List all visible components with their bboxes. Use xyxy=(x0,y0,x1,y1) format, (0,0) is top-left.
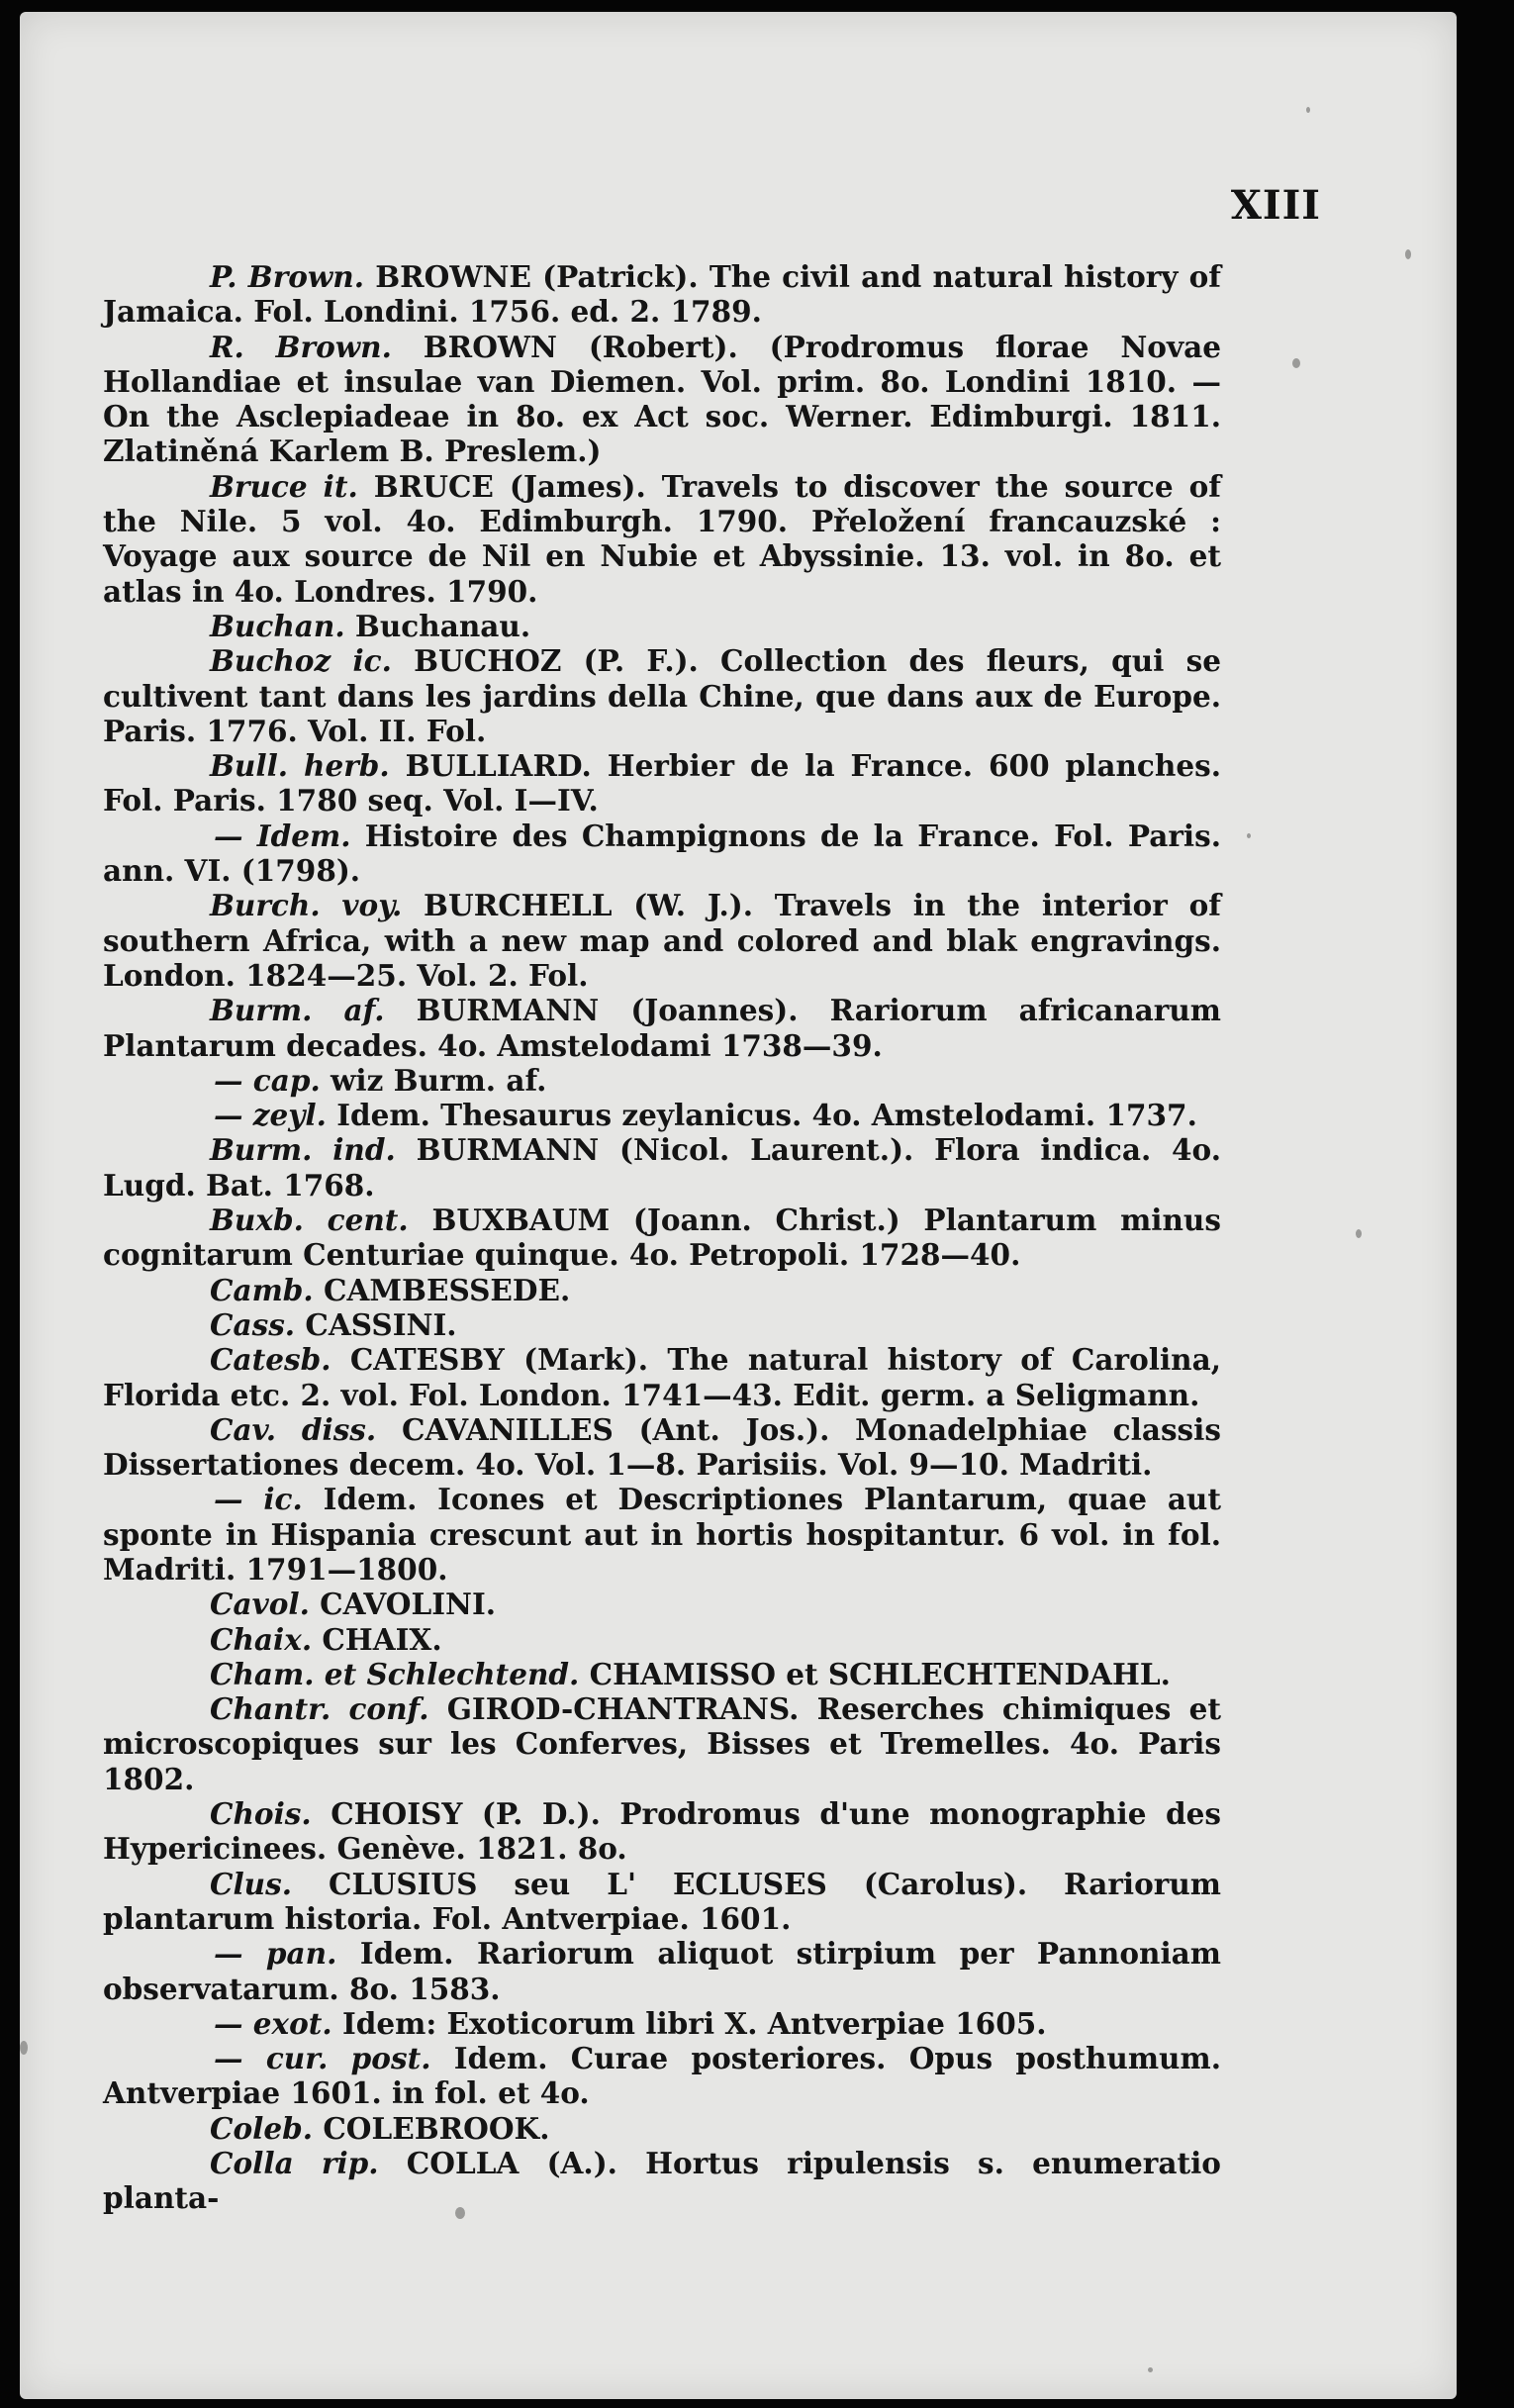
entry-abbreviation: — pan. xyxy=(214,1936,337,1972)
entry-abbreviation: Chaix. xyxy=(210,1621,313,1657)
entry-abbreviation: Cav. diss. xyxy=(210,1411,377,1447)
bibliography-entry xyxy=(103,888,1221,993)
entry-text: CATESBY (Mark). The natural history of Carolina, Florida etc. 2. vol. Fol. London. 1741—43. Edit. germ. a Seligmann. xyxy=(103,1342,1221,1412)
entry-abbreviation: Colla rip. xyxy=(210,2146,379,2181)
entry-text: BURCHELL (W. J.). Travels in the interior of southern Africa, with a new map and colored and blak engravings. London. 1824—25. Vol. 2. Fol. xyxy=(103,888,1222,993)
bibliography-entry xyxy=(103,748,1221,819)
entry-abbreviation: — exot. xyxy=(214,2005,332,2041)
entry-text: GIROD-CHANTRANS. Reserches chimiques et microscopiques sur les Conferves, Bisses et Tremelles. 4o. Paris 1802. xyxy=(103,1691,1221,1796)
entry-text: BURMANN (Joannes). Rariorum africanarum Plantarum decades. 4o. Amstelodami 1738—39. xyxy=(103,993,1221,1063)
entry-text: BULLIARD. Herbier de la France. 600 planches. Fol. Paris. 1780 seq. Vol. I—IV. xyxy=(103,748,1221,819)
entry-abbreviation: Cavol. xyxy=(210,1587,310,1622)
print-speck xyxy=(20,2041,28,2055)
bibliography-entry xyxy=(103,330,1221,469)
bibliography-entry xyxy=(103,2041,1221,2111)
entry-abbreviation: Burm. af. xyxy=(210,993,385,1028)
entry-abbreviation: Clus. xyxy=(210,1866,293,1901)
entry-text: BUXBAUM (Joann. Christ.) Plantarum minus cognitarum Centuriae quinque. 4o. Petropoli. 1728—40. xyxy=(103,1203,1221,1273)
entry-text: Buchanau. xyxy=(354,608,531,643)
bibliography-entry xyxy=(103,1307,1221,1342)
bibliography-entry xyxy=(103,1063,1221,1098)
entry-text: Idem: Exoticorum libri X. Antverpiae 1605. xyxy=(341,2005,1047,2041)
entry-abbreviation: R. Brown. xyxy=(210,329,392,364)
entry-text: wiz Burm. af. xyxy=(331,1062,547,1098)
bibliography-entry xyxy=(103,1412,1221,1483)
entry-text: CASSINI. xyxy=(305,1306,457,1342)
bibliography-entry xyxy=(103,993,1221,1063)
entry-abbreviation: Camb. xyxy=(210,1272,314,1307)
bibliography-entry xyxy=(103,1657,1221,1691)
entry-text: CHAIX. xyxy=(322,1621,442,1657)
entry-text: CAMBESSEDE. xyxy=(324,1272,571,1307)
bibliography-entry xyxy=(103,1587,1221,1621)
entry-abbreviation: Burch. voy. xyxy=(210,888,403,923)
entry-text: BURMANN (Nicol. Laurent.). Flora indica. 4o. Lugd. Bat. 1768. xyxy=(103,1132,1221,1203)
bibliography-entry xyxy=(103,1482,1221,1587)
print-speck xyxy=(1247,833,1251,838)
abbreviation-list xyxy=(103,259,1221,2216)
bibliography-entry xyxy=(103,1132,1221,1203)
entry-abbreviation: Catesb. xyxy=(210,1342,331,1378)
entry-text: CHOISY (P. D.). Prodromus d'une monographie des Hypericinees. Genève. 1821. 8o. xyxy=(103,1796,1221,1867)
entry-abbreviation: Coleb. xyxy=(210,2110,314,2146)
bibliography-entry xyxy=(103,259,1221,330)
page-number: XIII xyxy=(1230,182,1321,229)
bibliography-entry xyxy=(103,643,1221,748)
entry-abbreviation: — ic. xyxy=(214,1482,303,1517)
entry-text: BROWNE (Patrick). The civil and natural history of Jamaica. Fol. Londini. 1756. ed. 2. 1789. xyxy=(103,259,1221,330)
entry-abbreviation: — cur. post. xyxy=(214,2041,431,2076)
bibliography-entry xyxy=(103,1867,1221,1937)
entry-abbreviation: — zeyl. xyxy=(214,1098,327,1133)
entry-text: BRUCE (James). Travels to discover the source of the Nile. 5 vol. 4o. Edimburgh. 1790. Přeložení francauzské : Voyage aux source de Nil en Nubie et Abyssinie. 13. vol. in 8o. et atlas in 4o. Londres. 1790. xyxy=(103,468,1221,609)
bibliography-entry xyxy=(103,1273,1221,1307)
entry-abbreviation: Burm. ind. xyxy=(210,1132,396,1168)
entry-text: Histoire des Champignons de la France. Fol. Paris. ann. VI. (1798). xyxy=(103,818,1221,889)
entry-abbreviation: Buchoz ic. xyxy=(210,643,392,679)
entry-text: CHAMISSO et SCHLECHTENDAHL. xyxy=(589,1656,1171,1691)
print-speck xyxy=(1356,1229,1362,1238)
entry-text: Idem. Curae posteriores. Opus posthumum. Antverpiae 1601. in fol. et 4o. xyxy=(103,2041,1221,2111)
entry-text: CAVOLINI. xyxy=(320,1587,497,1622)
entry-abbreviation: Buchan. xyxy=(210,608,345,643)
entry-abbreviation: Cass. xyxy=(210,1306,296,1342)
bibliography-entry xyxy=(103,1796,1221,1867)
print-speck xyxy=(1292,358,1300,368)
bibliography-entry xyxy=(103,469,1221,609)
entry-abbreviation: — Idem. xyxy=(214,818,351,853)
bibliography-entry xyxy=(103,2006,1221,2041)
bibliography-entry xyxy=(103,1622,1221,1657)
print-speck xyxy=(1148,2367,1153,2372)
entry-text: Idem. Rariorum aliquot stirpium per Pannoniam observatarum. 8o. 1583. xyxy=(103,1936,1221,2006)
print-speck xyxy=(455,2207,465,2219)
entry-text: BROWN (Robert). (Prodromus florae Novae Hollandiae et insulae van Diemen. Vol. prim. 8o. Londini 1810. — On the Asclepiadeae in 8o. ex Act soc. Werner. Edimburgi. 1811. Zlatiněná Karlem B. Preslem.) xyxy=(103,329,1221,469)
print-speck xyxy=(1306,107,1310,113)
entry-text: Idem. Icones et Descriptiones Plantarum, quae aut sponte in Hispania crescunt aut in hortis hospitantur. 6 vol. in fol. Madriti. 1791—1800. xyxy=(103,1482,1222,1587)
bibliography-entry xyxy=(103,1203,1221,1273)
entry-text: CLUSIUS seu L' ECLUSES (Carolus). Rariorum plantarum historia. Fol. Antverpiae. 1601. xyxy=(103,1866,1221,1936)
entry-text: BUCHOZ (P. F.). Collection des fleurs, qui se cultivent tant dans les jardins della Chine, que dans aux de Europe. Paris. 1776. Vol. II. Fol. xyxy=(103,643,1221,748)
bibliography-entry xyxy=(103,1342,1221,1412)
entry-text: COLLA (A.). Hortus ripulensis s. enumeratio planta- xyxy=(103,2146,1221,2216)
entry-abbreviation: Cham. et Schlechtend. xyxy=(210,1656,580,1691)
bibliography-entry xyxy=(103,2146,1221,2216)
bibliography-entry xyxy=(103,1936,1221,2006)
bibliography-entry xyxy=(103,819,1221,889)
entry-text: COLEBROOK. xyxy=(323,2110,550,2146)
print-speck xyxy=(1405,249,1411,259)
bibliography-entry xyxy=(103,1098,1221,1132)
entry-abbreviation: Buxb. cent. xyxy=(210,1203,409,1238)
entry-abbreviation: — cap. xyxy=(214,1062,321,1098)
scanned-page xyxy=(20,12,1457,2399)
bibliography-entry xyxy=(103,2111,1221,2146)
entry-abbreviation: Chantr. conf. xyxy=(210,1691,429,1727)
entry-abbreviation: P. Brown. xyxy=(210,259,365,294)
entry-abbreviation: Bull. herb. xyxy=(210,748,390,784)
entry-text: Idem. Thesaurus zeylanicus. 4o. Amstelodami. 1737. xyxy=(336,1098,1197,1133)
entry-abbreviation: Chois. xyxy=(210,1796,312,1832)
entry-abbreviation: Bruce it. xyxy=(210,468,358,504)
entry-text: CAVANILLES (Ant. Jos.). Monadelphiae classis Dissertationes decem. 4o. Vol. 1—8. Parisiis. Vol. 9—10. Madriti. xyxy=(103,1411,1221,1483)
bibliography-entry xyxy=(103,609,1221,643)
bibliography-entry xyxy=(103,1691,1221,1796)
